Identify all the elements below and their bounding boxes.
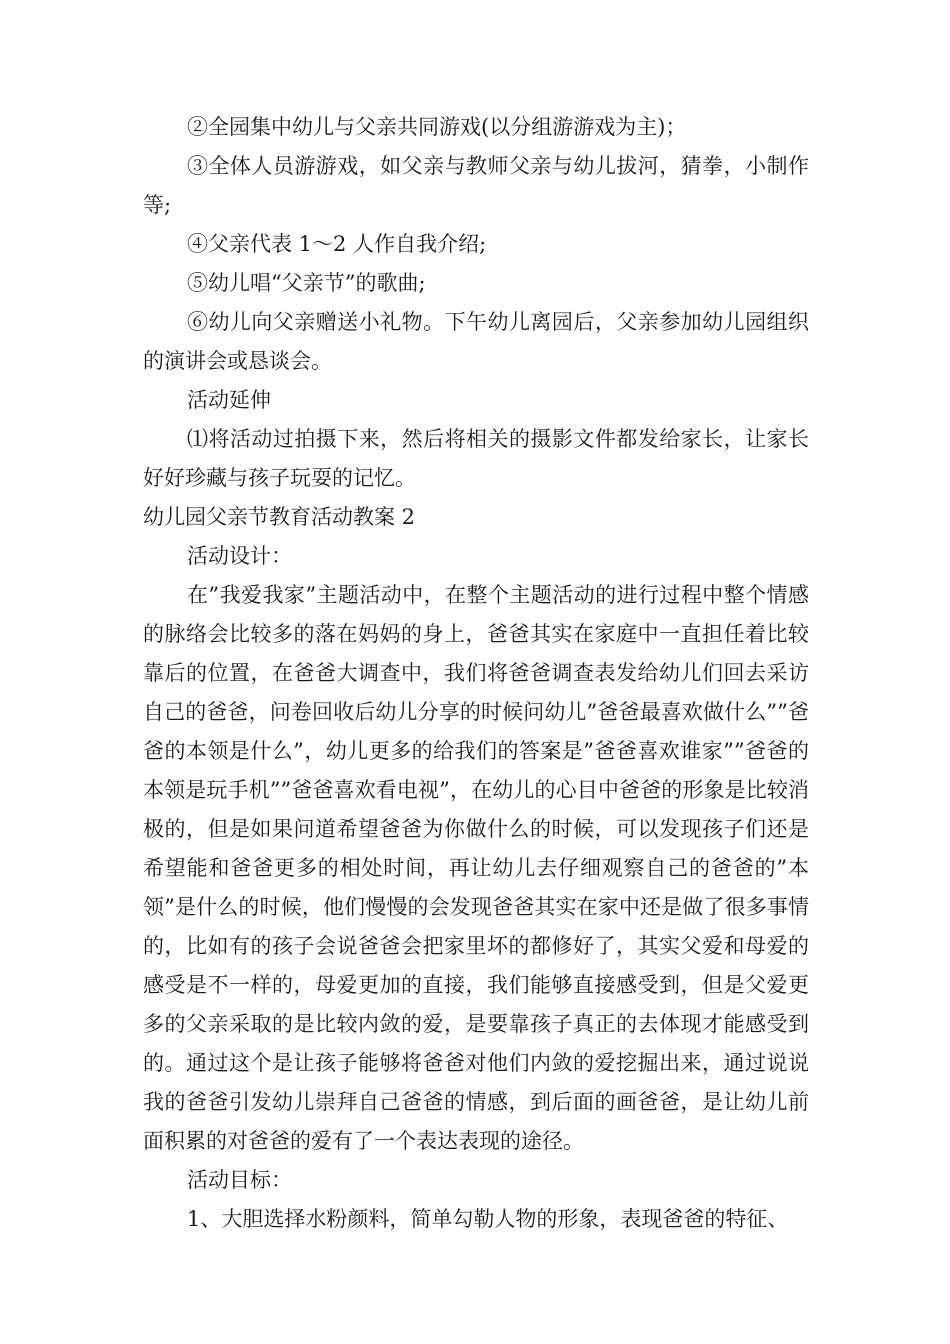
item-5-song: ⑤幼儿唱“父亲节”的歌曲;	[187, 271, 426, 295]
item-4-father-intro: ④父亲代表 1～2 人作自我介绍;	[187, 232, 487, 256]
activity-design-heading: 活动设计：	[187, 544, 292, 568]
activity-extension-heading: 活动延伸	[187, 388, 271, 412]
item-6-gift: ⑥幼儿向父亲赠送小礼物。下午幼儿离园后，父亲参加幼儿园组织的演讲会或恳谈会。	[143, 310, 809, 373]
lesson-plan-2-title: 幼儿园父亲节教育活动教案 2	[143, 505, 416, 529]
activity-design-body: 在”我爱我家”主题活动中，在整个主题活动的进行过程中整个情感的脉络会比较多的落在妈妈的身上，爸爸其实在家庭中一直担任着比较靠后的位置，在爸爸大调查中，我们将爸爸调查表发给幼儿们回去采访自己的爸爸，问卷回收后幼儿分享的时候问幼儿”爸爸最喜欢做什么””爸爸的本领是什么”，幼儿更多的给我们的答案是”爸爸喜欢谁家””爸爸的本领是玩手机””爸爸喜欢看电视”，在幼儿的心目中爸爸的形象是比较消极的，但是如果问道希望爸爸为你做什么的时候，可以发现孩子们还是希望能和爸爸更多的相处时间，再让幼儿去仔细观察自己的爸爸的”本领”是什么的时候，他们慢慢的会发现爸爸其实在家中还是做了很多事情的，比如有的孩子会说爸爸会把家里坏的都修好了，其实父爱和母爱的感受是不一样的，母爱更加的直接，我们能够直接感受到，但是父爱更多的父亲采取的是比较内敛的爱，是要靠孩子真正的去体现才能感受到的。通过这个是让孩子能够将爸爸对他们内敛的爱挖掘出来，通过说说我的爸爸引发幼儿崇拜自己爸爸的情感，到后面的画爸爸，是让幼儿前面积累的对爸爸的爱有了一个表达表现的途径。	[143, 583, 809, 1153]
extension-item-1: ⑴将活动过拍摄下来，然后将相关的摄影文件都发给家长，让家长好好珍藏与孩子玩耍的记忆。	[143, 427, 809, 490]
document-body	[143, 108, 809, 1239]
item-3-all-game: ③全体人员游游戏，如父亲与教师父亲与幼儿拔河，猜拳，小制作等;	[143, 154, 809, 217]
activity-goals-heading: 活动目标：	[187, 1168, 292, 1192]
item-2-group-game: ②全园集中幼儿与父亲共同游戏(以分组游游戏为主)；	[187, 115, 687, 139]
goal-1: 1、大胆选择水粉颜料，简单勾勒人物的形象，表现爸爸的特征、	[187, 1207, 789, 1231]
